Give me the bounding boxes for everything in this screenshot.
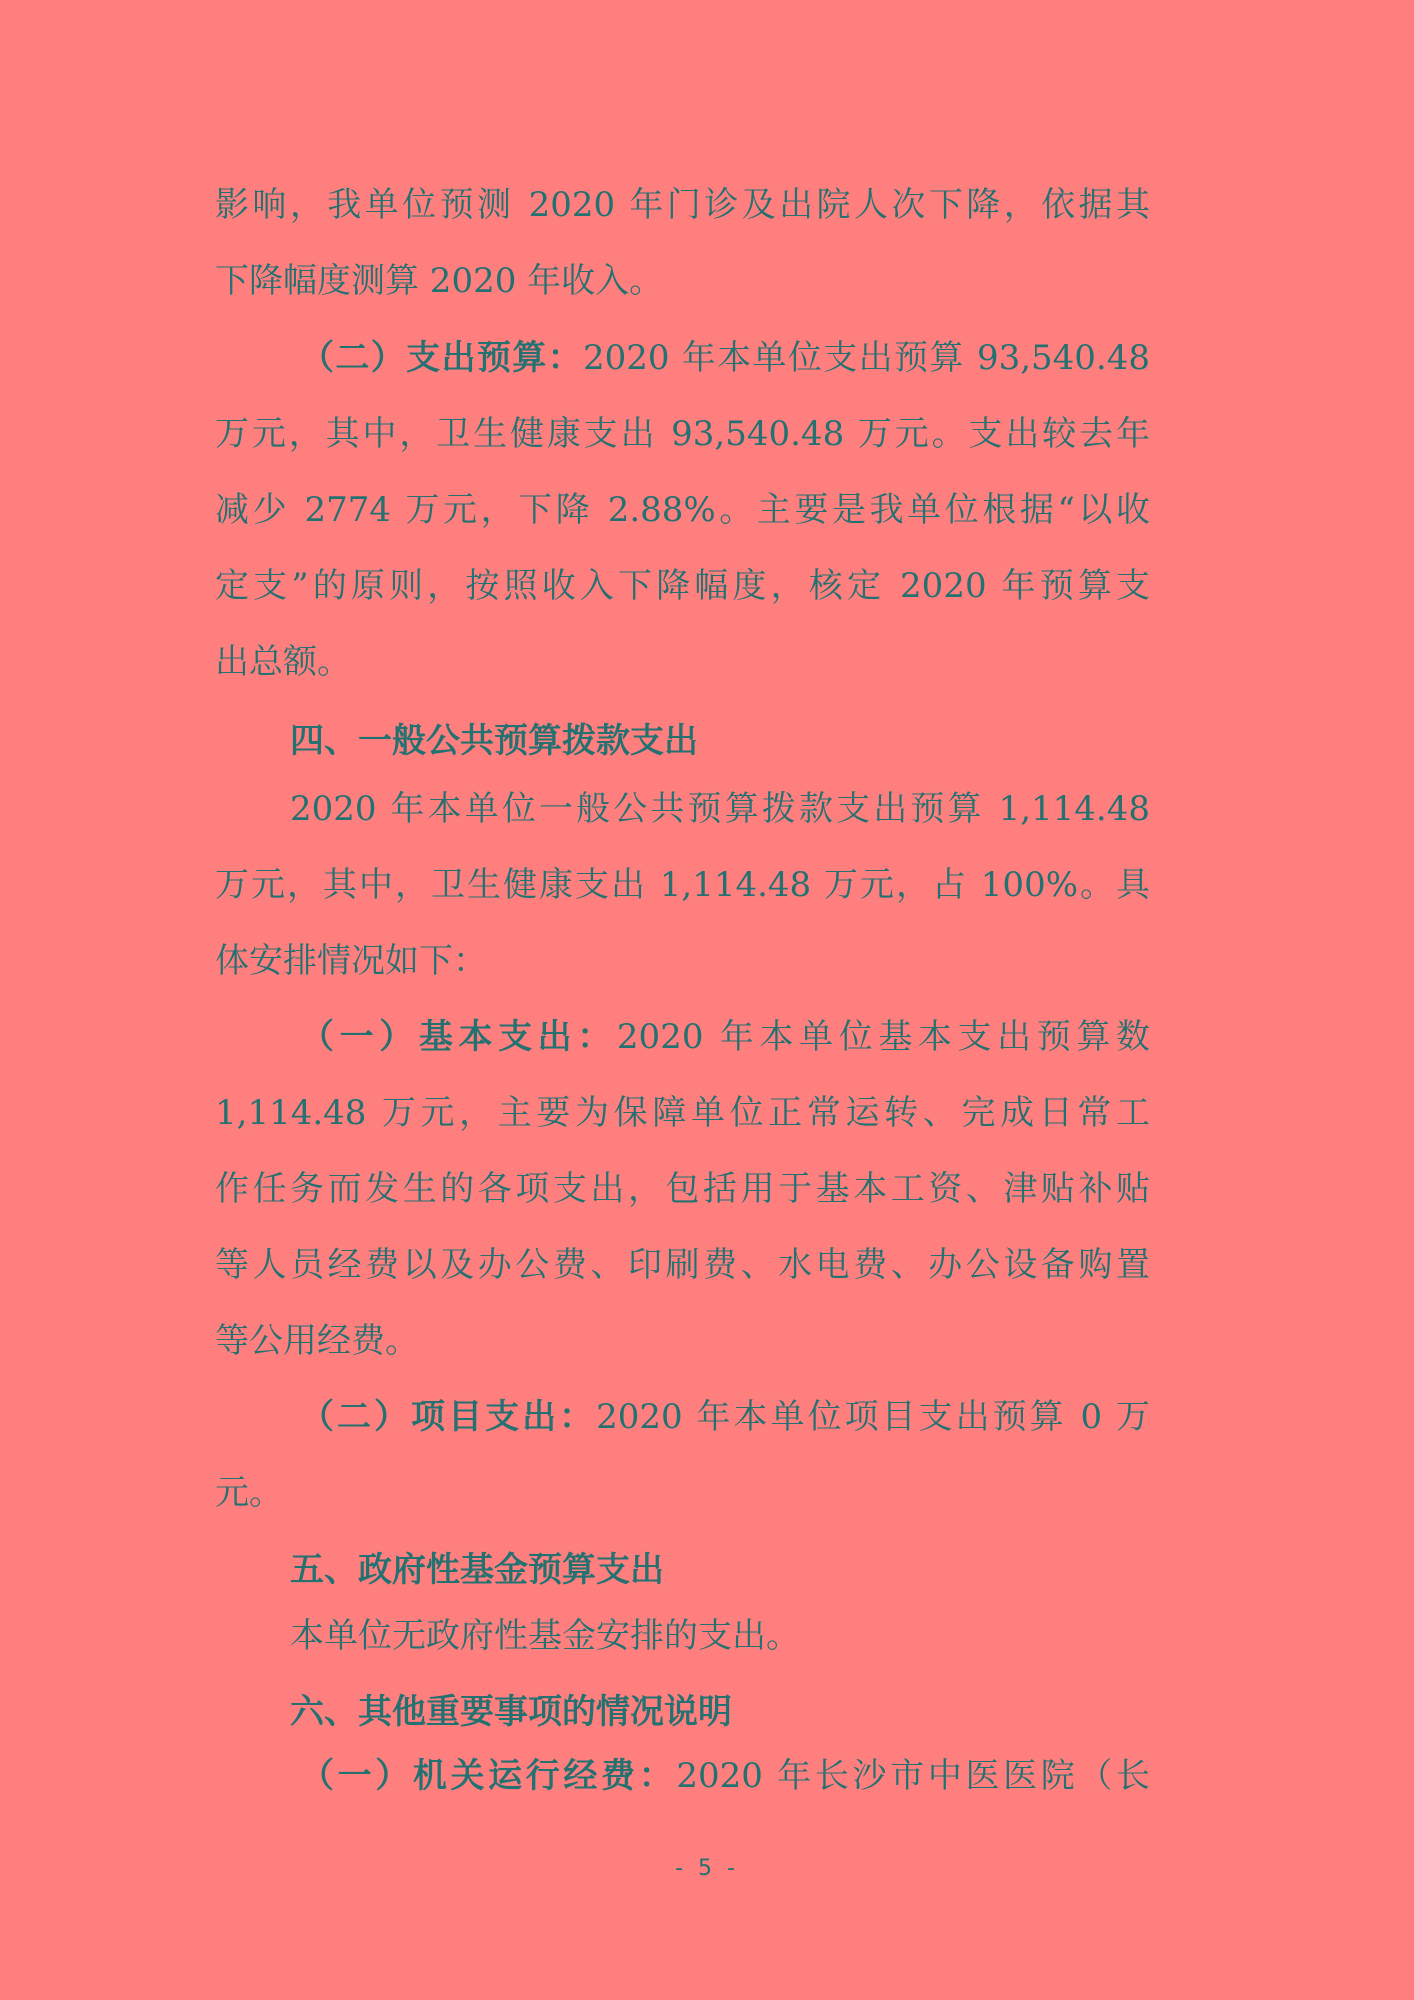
body-line-10: 体安排情况如下： [215,941,487,981]
body-line-9: 万元，其中，卫生健康支出 1,114.48 万元，占 100%。具 [215,865,1150,905]
section-heading-5: 五、政府性基金预算支出 [290,1550,664,1590]
body-line-4: 万元，其中，卫生健康支出 93,540.48 万元。支出较去年 [215,414,1150,454]
body-line-7: 出总额。 [215,642,351,682]
subsection-label: （一）机关运行经费： [300,1756,677,1796]
subsection-text: 2020 年本单位支出预算 93,540.48 [583,338,1150,378]
body-line-12: 1,114.48 万元，主要为保障单位正常运转、完成日常工 [215,1093,1150,1133]
subsection-label: （二）项目支出： [300,1397,597,1437]
subsection-project-expenditure [300,1394,1150,1440]
body-line-17: 元。 [215,1473,283,1513]
subsection-text: 2020 年长沙市中医医院（长 [676,1756,1150,1796]
body-line-2: 下降幅度测算 2020 年收入。 [215,261,664,301]
body-line-8: 2020 年本单位一般公共预算拨款支出预算 1,114.48 [290,789,1150,829]
subsection-operating-cost [300,1753,1150,1799]
body-line-6: 定支”的原则，按照收入下降幅度，核定 2020 年预算支 [215,566,1150,606]
subsection-text: 2020 年本单位项目支出预算 0 万 [596,1397,1150,1437]
section-heading-4: 四、一般公共预算拨款支出 [290,721,698,761]
subsection-text: 2020 年本单位基本支出预算数 [616,1017,1151,1057]
subsection-expenditure-budget [300,335,1150,381]
subsection-label: （一）基本支出： [300,1017,617,1057]
subsection-basic-expenditure [300,1014,1150,1060]
subsection-label: （二）支出预算： [300,338,584,378]
body-line-1: 影响，我单位预测 2020 年门诊及出院人次下降，依据其 [215,185,1150,225]
body-line-15: 等公用经费。 [215,1321,419,1361]
body-line-18: 本单位无政府性基金安排的支出。 [290,1616,800,1656]
body-line-14: 等人员经费以及办公费、印刷费、水电费、办公设备购置 [215,1245,1150,1285]
page-number: - 5 - [675,1856,739,1881]
body-line-5: 减少 2774 万元，下降 2.88%。主要是我单位根据“以收 [215,490,1150,530]
body-line-13: 作任务而发生的各项支出，包括用于基本工资、津贴补贴 [215,1169,1150,1209]
section-heading-6: 六、其他重要事项的情况说明 [290,1692,732,1732]
